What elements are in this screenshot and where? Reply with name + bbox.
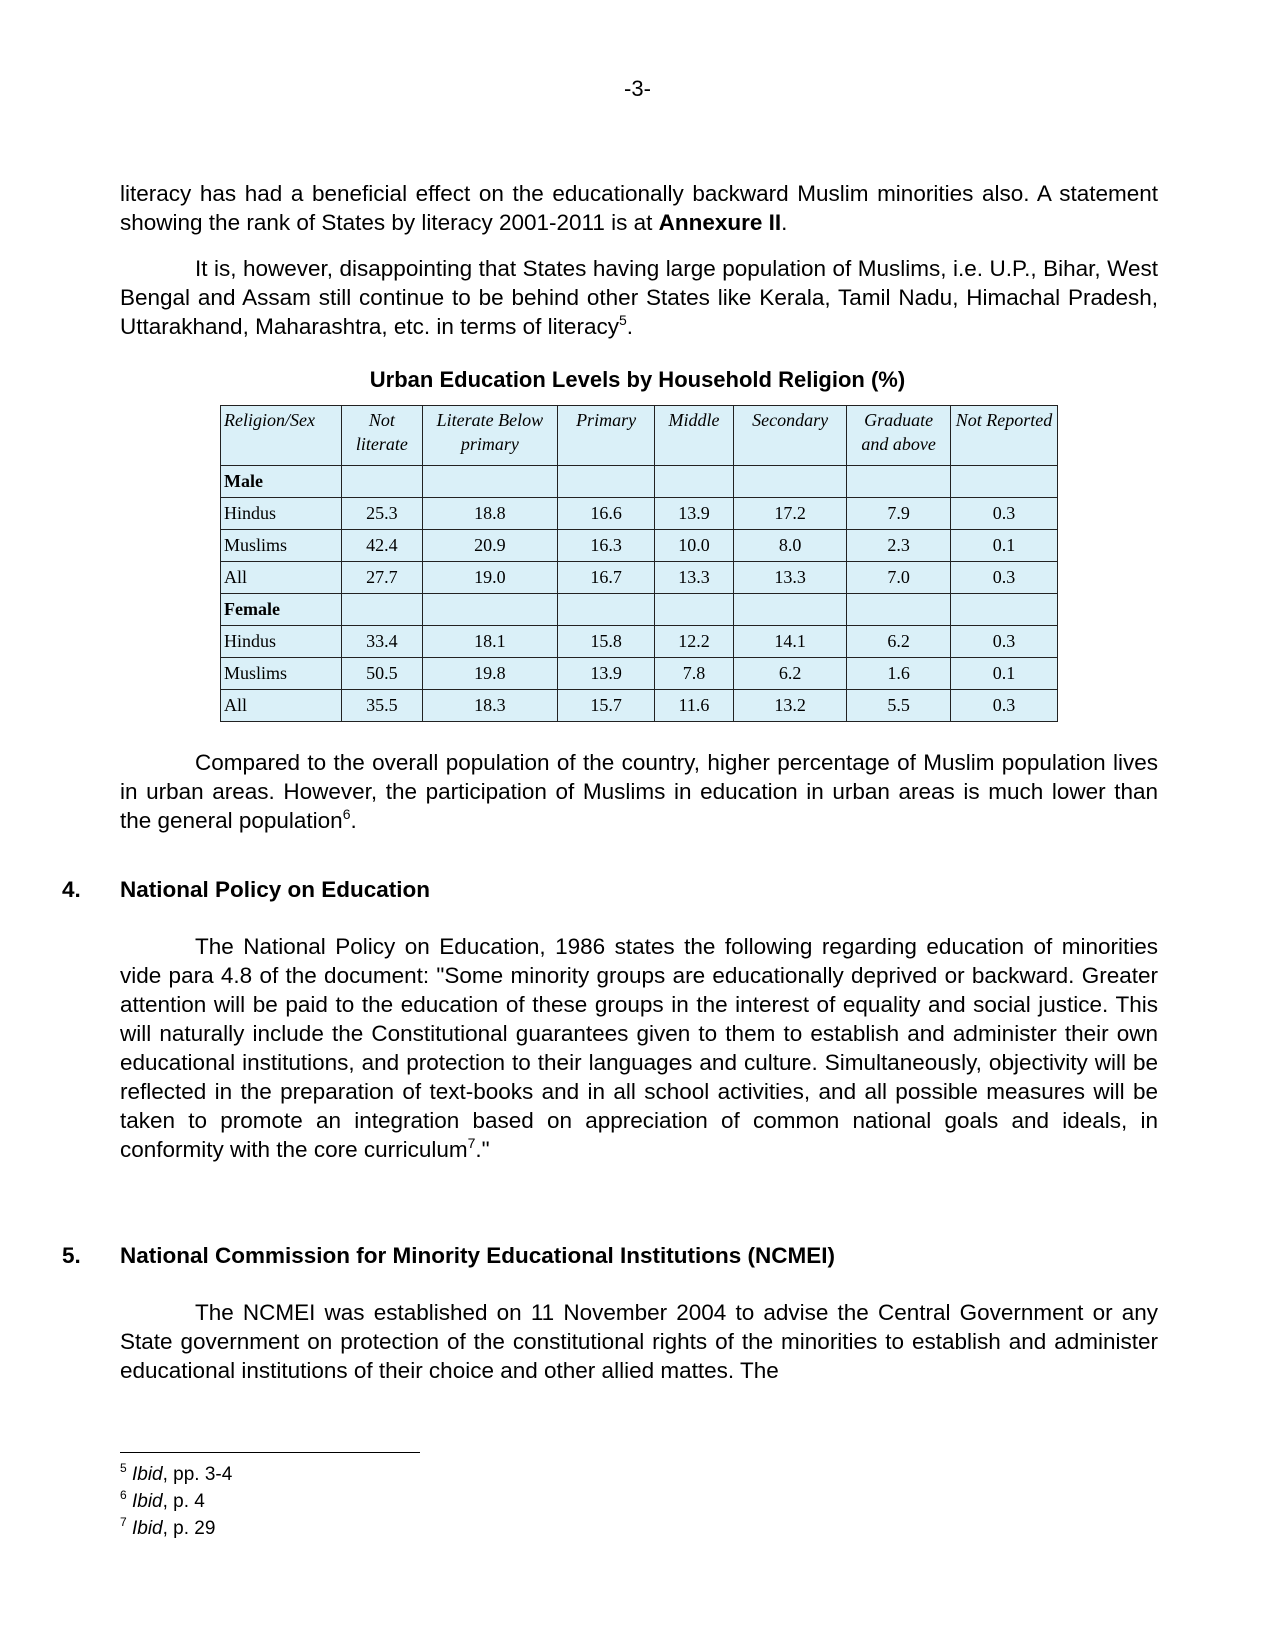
table-cell: 2.3 — [847, 530, 951, 562]
footnote-divider — [120, 1452, 420, 1453]
table-cell: 25.3 — [342, 498, 422, 530]
table-title: Urban Education Levels by Household Religion (%) — [369, 367, 906, 392]
group-label: Female — [221, 594, 342, 626]
urban-education-table — [220, 405, 1058, 722]
table-row — [221, 562, 1058, 594]
table-cell-empty — [847, 466, 951, 498]
table-cell: 10.0 — [654, 530, 733, 562]
table-cell: 42.4 — [342, 530, 422, 562]
row-label: All — [221, 562, 342, 594]
table-cell: 0.1 — [951, 658, 1058, 690]
group-label: Male — [221, 466, 342, 498]
row-label: Muslims — [221, 530, 342, 562]
table-cell: 13.3 — [654, 562, 733, 594]
table-cell-empty — [951, 594, 1058, 626]
table-cell-empty — [342, 594, 422, 626]
header-literate-below-primary: Literate Below primary — [422, 406, 558, 466]
table-cell: 50.5 — [342, 658, 422, 690]
table-cell: 0.3 — [951, 626, 1058, 658]
table-cell-empty — [558, 594, 655, 626]
annexure-reference: Annexure II — [658, 210, 782, 235]
table-cell-empty — [654, 466, 733, 498]
table-cell: 1.6 — [847, 658, 951, 690]
page-number: -3- — [624, 76, 651, 101]
table-cell: 11.6 — [654, 690, 733, 722]
table-cell: 16.3 — [558, 530, 655, 562]
table-group-row — [221, 594, 1058, 626]
footnote-6: $^6$ Ibid, p. 4 — [120, 1488, 205, 1512]
table-cell: 16.6 — [558, 498, 655, 530]
table-row — [221, 498, 1058, 530]
row-label: Muslims — [221, 658, 342, 690]
table-cell: 16.7 — [558, 562, 655, 594]
table-body — [221, 466, 1058, 722]
table-cell-empty — [422, 594, 558, 626]
header-primary: Primary — [558, 406, 655, 466]
table-cell: 35.5 — [342, 690, 422, 722]
table-cell: 8.0 — [734, 530, 847, 562]
footnote-ref-5: 5 — [618, 312, 627, 328]
table-group-row — [221, 466, 1058, 498]
header-middle: Middle — [654, 406, 733, 466]
table-cell-empty — [654, 594, 733, 626]
table-cell-empty — [734, 466, 847, 498]
table-cell: 18.3 — [422, 690, 558, 722]
table-cell: 14.1 — [734, 626, 847, 658]
table-cell-empty — [847, 594, 951, 626]
table-cell: 6.2 — [847, 626, 951, 658]
header-religion-sex: Religion/Sex — [221, 406, 342, 466]
table-cell: 0.3 — [951, 498, 1058, 530]
section-heading-5: 5. National Commission for Minority Educational Institutions (NCMEI) — [62, 1243, 836, 1268]
row-label: Hindus — [221, 498, 342, 530]
table-cell-empty — [734, 594, 847, 626]
footnote-5: $^5$ Ibid, pp. 3-4 — [120, 1461, 233, 1485]
table-cell: 7.9 — [847, 498, 951, 530]
footnote-ref-6: 6 — [342, 806, 351, 822]
footnote-ref-7: 7 — [467, 1135, 476, 1151]
table-cell: 15.7 — [558, 690, 655, 722]
table-cell: 13.9 — [558, 658, 655, 690]
table-cell: 18.8 — [422, 498, 558, 530]
paragraph-literacy-effect: literacy has had a beneficial effect on the educationally backward Muslim minorities also. A statement showing the rank of States by literacy 2001-2011 is at Annexure II. — [120, 181, 1158, 235]
table-cell: 7.8 — [654, 658, 733, 690]
header-secondary: Secondary — [734, 406, 847, 466]
paragraph-urban-population: Compared to the overall population of the country, higher percentage of Muslim population lives in urban areas. However, the participation of Muslims in education in urban areas is much lower than the general population$^6$. — [120, 750, 1158, 833]
paragraph-national-policy: The National Policy on Education, 1986 states the following regarding education of minorities vide para 4.8 of the document: "Some minority groups are educationally deprived or backward. Greater attention will be paid to the education of these groups in the interest of equality and social justice. This will naturally include the Constitutional guarantees given to them to establish and administer their own educational institutions, and protection to their languages and culture. Simultaneously, objectivity will be reflected in the preparation of text-books and in all school activities, and all possible measures will be taken to promote an integration based on appreciation of common national goals and ideals, in conformity with the core curriculum$^7$." — [120, 934, 1158, 1162]
table-cell-empty — [951, 466, 1058, 498]
paragraph-states-behind: It is, however, disappointing that States having large population of Muslims, i.e. U.P., Bihar, West Bengal and Assam still continue to be behind other States like Kerala, Tamil Nadu, Himachal Pradesh, Uttarakhand, Maharashtra, etc. in terms of literacy$^5$. — [120, 256, 1158, 339]
table-cell: 27.7 — [342, 562, 422, 594]
footnote-7: $^7$ Ibid, p. 29 — [120, 1515, 216, 1539]
table-cell: 19.0 — [422, 562, 558, 594]
table-cell: 13.9 — [654, 498, 733, 530]
table-cell: 6.2 — [734, 658, 847, 690]
row-label: All — [221, 690, 342, 722]
table-cell-empty — [422, 466, 558, 498]
table-cell: 7.0 — [847, 562, 951, 594]
table-row — [221, 626, 1058, 658]
table-cell: 12.2 — [654, 626, 733, 658]
header-not-literate: Not literate — [342, 406, 422, 466]
table-cell: 0.3 — [951, 690, 1058, 722]
table-cell: 15.8 — [558, 626, 655, 658]
table-row — [221, 658, 1058, 690]
table-cell: 20.9 — [422, 530, 558, 562]
table-cell-empty — [342, 466, 422, 498]
table-cell-empty — [558, 466, 655, 498]
table-cell: 5.5 — [847, 690, 951, 722]
table-cell: 18.1 — [422, 626, 558, 658]
section-heading-4: 4. National Policy on Education — [62, 877, 431, 902]
table-cell: 0.1 — [951, 530, 1058, 562]
table-header-row — [221, 406, 1058, 466]
row-label: Hindus — [221, 626, 342, 658]
table-row — [221, 690, 1058, 722]
table-cell: 13.3 — [734, 562, 847, 594]
table-cell: 19.8 — [422, 658, 558, 690]
table-cell: 13.2 — [734, 690, 847, 722]
table-cell: 0.3 — [951, 562, 1058, 594]
table-cell: 17.2 — [734, 498, 847, 530]
header-graduate: Graduate and above — [847, 406, 951, 466]
table-row — [221, 530, 1058, 562]
table-cell: 33.4 — [342, 626, 422, 658]
header-not-reported: Not Reported — [951, 406, 1058, 466]
paragraph-ncmei: The NCMEI was established on 11 November 2004 to advise the Central Government or any State government on protection of the constitutional rights of the minorities to establish and administer educational institutions of their choice and other allied mattes. The — [120, 1300, 1158, 1383]
